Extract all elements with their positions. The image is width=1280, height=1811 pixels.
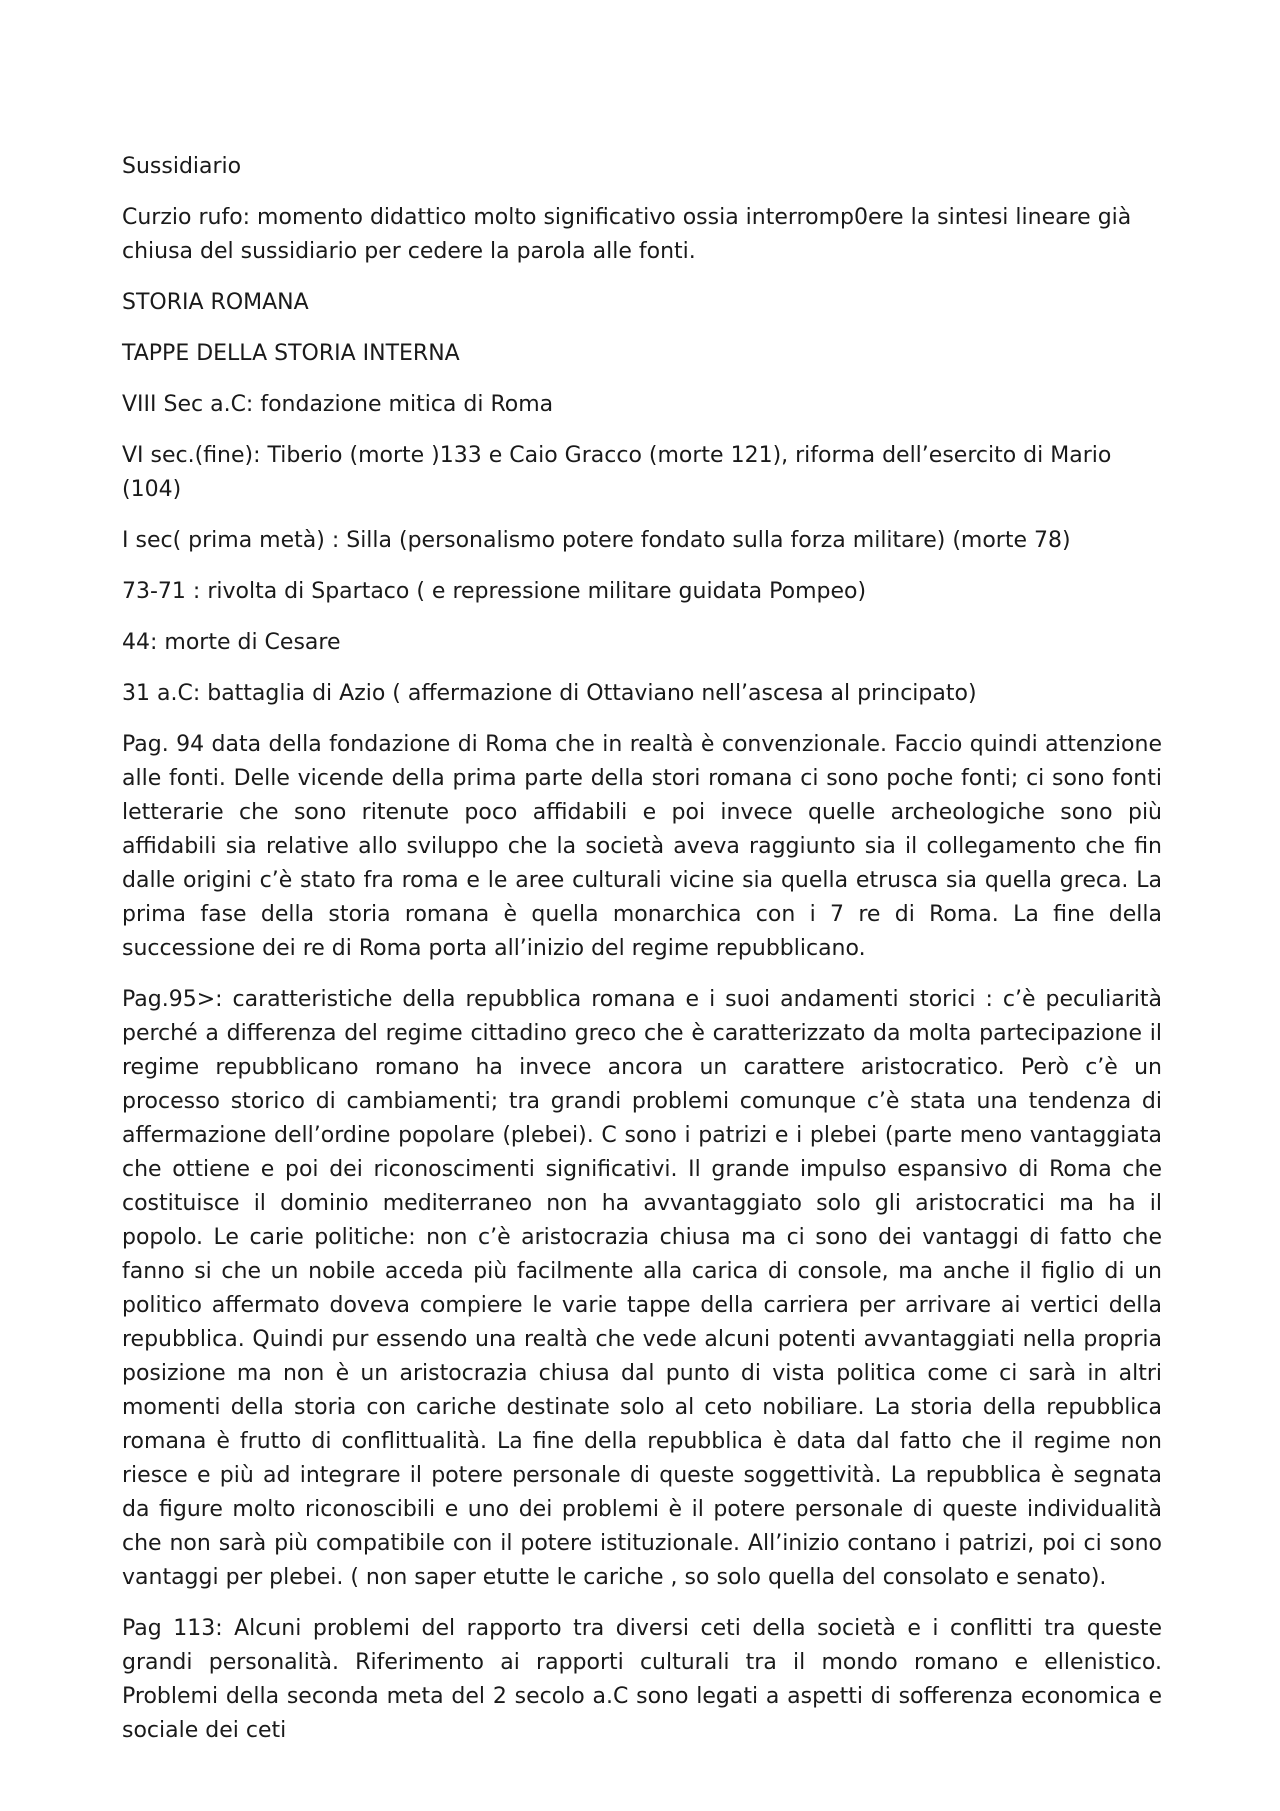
heading-sussidiario: Sussidiario	[122, 154, 242, 179]
paragraph-pag-95: Pag.95>: caratteristiche della repubblica romana e i suoi andamenti storici : c’è peculiarità perché a differenza del regime cittadino greco che è caratterizzato da molta partecipazione il regime repubblicano romano ha invece ancora un carattere aristocratico. Però c’è un processo storico di cambiamenti; tra grandi problemi comunque c’è stata una tendenza di affermazione dell’ordine popolare (plebei). C sono i patrizi e i plebei (parte meno vantaggiata che ottiene e poi dei riconoscimenti significativi. Il grande impulso espansivo di Roma che costituisce il dominio mediterraneo non ha avvantaggiato solo gli aristocratici ma ha il popolo. Le carie politiche: non c’è aristocrazia chiusa ma ci sono dei vantaggi di fatto che fanno si che un nobile acceda più facilmente alla carica di console, ma anche il figlio di un politico affermato doveva compiere le varie tappe della carriera per arrivare ai vertici della repubblica. Quindi pur essendo una realtà che vede alcuni potenti avvantaggiati nella propria posizione ma non è un aristocrazia chiusa dal punto di vista politica come ci sarà in altri momenti della storia con cariche destinate solo al ceto nobiliare. La storia della repubblica romana è frutto di conflittualità. La fine della repubblica è data dal fatto che il regime non riesce e più ad integrare il potere personale di queste soggettività. La repubblica è segnata da figure molto riconoscibili e uno dei problemi è il potere personale di queste individualità che non sarà più compatibile con il potere istituzionale. All’inizio contano i patrizi, poi ci sono vantaggi per plebei. ( non saper etutte le cariche , so solo quella del consolato e senato).	[122, 987, 1162, 1590]
timeline-item: VI sec.(fine): Tiberio (morte )133 e Caio Gracco (morte 121), riforma dell’esercito di Mario (104)	[122, 443, 1112, 502]
paragraph-curzio-rufo: Curzio rufo: momento didattico molto significativo ossia interromp0ere la sintesi lineare già chiusa del sussidiario per cedere la parola alle fonti.	[122, 205, 1132, 264]
timeline-item: VIII Sec a.C: fondazione mitica di Roma	[122, 392, 554, 417]
paragraph-pag-113: Pag 113: Alcuni problemi del rapporto tra diversi ceti della società e i conflitti tra queste grandi personalità. Riferimento ai rapporti culturali tra il mondo romano e ellenistico. Problemi della seconda meta del 2 secolo a.C sono legati a aspetti di sofferenza economica e sociale dei ceti	[122, 1616, 1162, 1743]
document-page	[122, 150, 1162, 1765]
timeline-item: 44: morte di Cesare	[122, 630, 341, 655]
heading-tappe: TAPPE DELLA STORIA INTERNA	[122, 341, 460, 366]
timeline-item: 73-71 : rivolta di Spartaco ( e repressione militare guidata Pompeo)	[122, 579, 867, 604]
timeline-item: I sec( prima metà) : Silla (personalismo potere fondato sulla forza militare) (morte 78)	[122, 528, 1071, 553]
paragraph-pag-94: Pag. 94 data della fondazione di Roma che in realtà è convenzionale. Faccio quindi attenzione alle fonti. Delle vicende della prima parte della stori romana ci sono poche fonti; ci sono fonti letterarie che sono ritenute poco affidabili e poi invece quelle archeologiche sono più affidabili sia relative allo sviluppo che la società aveva raggiunto sia il collegamento che fin dalle origini c’è stato fra roma e le aree culturali vicine sia quella etrusca sia quella greca. La prima fase della storia romana è quella monarchica con i 7 re di Roma. La fine della successione dei re di Roma porta all’inizio del regime repubblicano.	[122, 732, 1162, 961]
timeline-item: 31 a.C: battaglia di Azio ( affermazione di Ottaviano nell’ascesa al principato)	[122, 681, 977, 706]
heading-storia-romana: STORIA ROMANA	[122, 290, 309, 315]
